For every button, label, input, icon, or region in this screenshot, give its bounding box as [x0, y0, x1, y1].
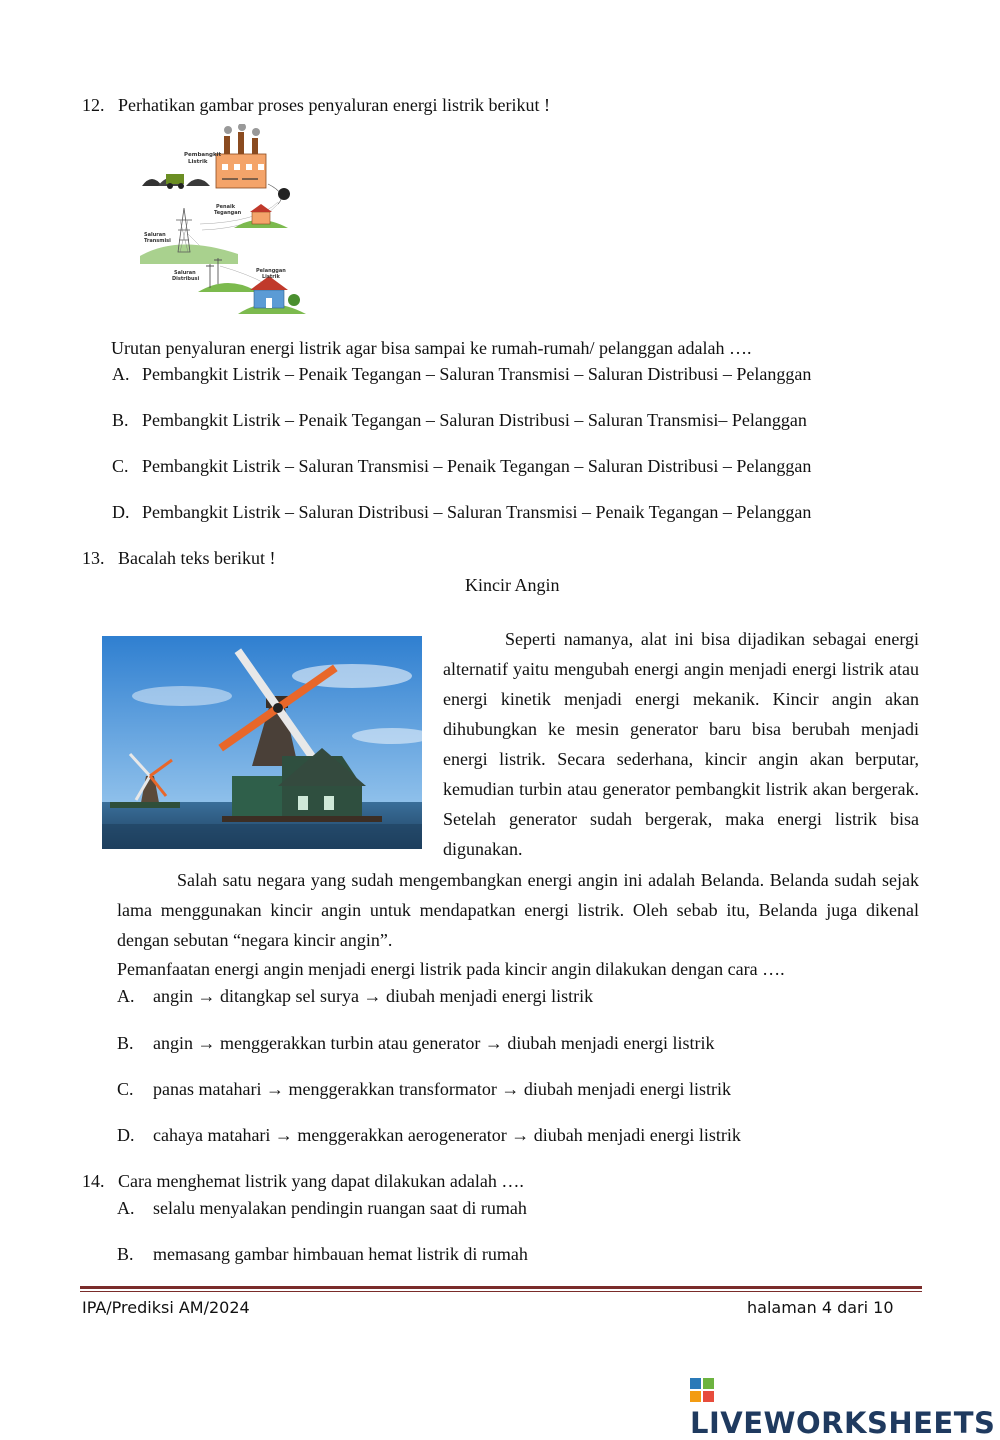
- option-letter: C.: [117, 1079, 134, 1099]
- question-13-option-d[interactable]: [117, 1125, 741, 1146]
- reading-title: Kincir Angin: [465, 575, 560, 595]
- label-pembangkit-2: Listrik: [188, 159, 208, 165]
- question-14-option-b[interactable]: [117, 1244, 528, 1265]
- label-pembangkit-1: Pembangkit: [184, 152, 222, 158]
- footer-page-number: halaman 4 dari 10: [747, 1298, 894, 1317]
- label-distribusi-2: Distribusi: [172, 276, 200, 282]
- electricity-distribution-diagram: [138, 124, 310, 324]
- label-pelanggan-2: Listrik: [262, 274, 280, 280]
- question-12-option-c[interactable]: [112, 456, 811, 477]
- option-letter: C.: [112, 456, 129, 476]
- question-12-number: 12.: [82, 95, 105, 115]
- liveworksheets-logo-icon: [690, 1378, 714, 1402]
- label-penaik-1: Penaik: [216, 204, 236, 210]
- question-14-number: 14.: [82, 1171, 105, 1191]
- footer-rule-thin: [80, 1291, 922, 1292]
- option-letter: A.: [117, 986, 135, 1006]
- option-text: cahaya matahari → menggerakkan aerogenerator → diubah menjadi energi listrik: [153, 1125, 741, 1145]
- question-13-number: 13.: [82, 548, 105, 568]
- label-transmisi-2: Transmisi: [144, 238, 171, 244]
- liveworksheets-logo-text: LIVEWORKSHEETS: [690, 1406, 996, 1440]
- label-distribusi-1: Saluran: [174, 270, 196, 276]
- question-12-text: Urutan penyaluran energi listrik agar bisa sampai ke rumah-rumah/ pelanggan adalah ….: [111, 338, 752, 358]
- option-text: angin → ditangkap sel surya → diubah menjadi energi listrik: [153, 986, 594, 1006]
- question-13-text: Pemanfaatan energi angin menjadi energi listrik pada kincir angin dilakukan dengan cara ….: [117, 959, 785, 979]
- liveworksheets-logo[interactable]: [690, 1372, 1000, 1440]
- question-12-option-a[interactable]: [112, 364, 811, 385]
- question-14-option-a[interactable]: [117, 1198, 527, 1219]
- option-letter: A.: [117, 1198, 135, 1218]
- label-pelanggan-1: Pelanggan: [256, 268, 286, 274]
- option-letter: B.: [117, 1033, 134, 1053]
- option-letter: B.: [112, 410, 129, 430]
- question-13-stem: Bacalah teks berikut !: [118, 548, 276, 568]
- option-text: angin → menggerakkan turbin atau generator → diubah menjadi energi listrik: [153, 1033, 715, 1053]
- question-12-option-d[interactable]: [112, 502, 811, 523]
- reading-paragraph-1: Seperti namanya, alat ini bisa dijadikan sebagai energi alternatif yaitu mengubah energi angin menjadi energi listrik atau energi kinetik menjadi energi mekanik. Kincir angin akan dihubungkan ke mesin generator baru bisa berubah menjadi energi listrik. Secara sederhana, kincir angin akan berputar, kemudian turbin atau generator pembangkit listrik akan bergerak. Setelah generator sudah bergerak, maka energi listrik bisa digunakan.: [443, 629, 919, 859]
- option-text: Pembangkit Listrik – Saluran Transmisi – Penaik Tegangan – Saluran Distribusi – Pelanggan: [142, 456, 812, 476]
- label-penaik-2: Tegangan: [214, 210, 242, 216]
- footer-left: IPA/Prediksi AM/2024: [82, 1298, 250, 1317]
- question-13-option-c[interactable]: [117, 1079, 731, 1100]
- question-12-option-b[interactable]: [112, 410, 807, 431]
- option-letter: D.: [112, 502, 130, 522]
- option-text: selalu menyalakan pendingin ruangan saat di rumah: [153, 1198, 527, 1218]
- option-text: Pembangkit Listrik – Penaik Tegangan – Saluran Transmisi – Saluran Distribusi – Pelanggan: [142, 364, 812, 384]
- question-13-option-b[interactable]: [117, 1033, 715, 1054]
- windmill-photo: [102, 636, 422, 849]
- question-12-stem: Perhatikan gambar proses penyaluran energi listrik berikut !: [118, 95, 551, 115]
- reading-paragraph-2: Salah satu negara yang sudah mengembangkan energi angin ini adalah Belanda. Belanda sudah sejak lama menggunakan kincir angin untuk mendapatkan energi listrik. Oleh sebab itu, Belanda juga dikenal dengan sebutan “negara kincir angin”.: [117, 870, 919, 950]
- question-14-text: Cara menghemat listrik yang dapat dilakukan adalah ….: [118, 1171, 524, 1191]
- option-letter: A.: [112, 364, 130, 384]
- option-text: memasang gambar himbauan hemat listrik di rumah: [153, 1244, 528, 1264]
- option-text: panas matahari → menggerakkan transformator → diubah menjadi energi listrik: [153, 1079, 731, 1099]
- label-transmisi-1: Saluran: [144, 232, 166, 238]
- option-letter: D.: [117, 1125, 135, 1145]
- footer-rule-thick: [80, 1286, 922, 1289]
- option-letter: B.: [117, 1244, 134, 1264]
- option-text: Pembangkit Listrik – Penaik Tegangan – Saluran Distribusi – Saluran Transmisi– Pelanggan: [142, 410, 807, 430]
- option-text: Pembangkit Listrik – Saluran Distribusi – Saluran Transmisi – Penaik Tegangan – Pelanggan: [142, 502, 812, 522]
- question-13-option-a[interactable]: [117, 986, 593, 1007]
